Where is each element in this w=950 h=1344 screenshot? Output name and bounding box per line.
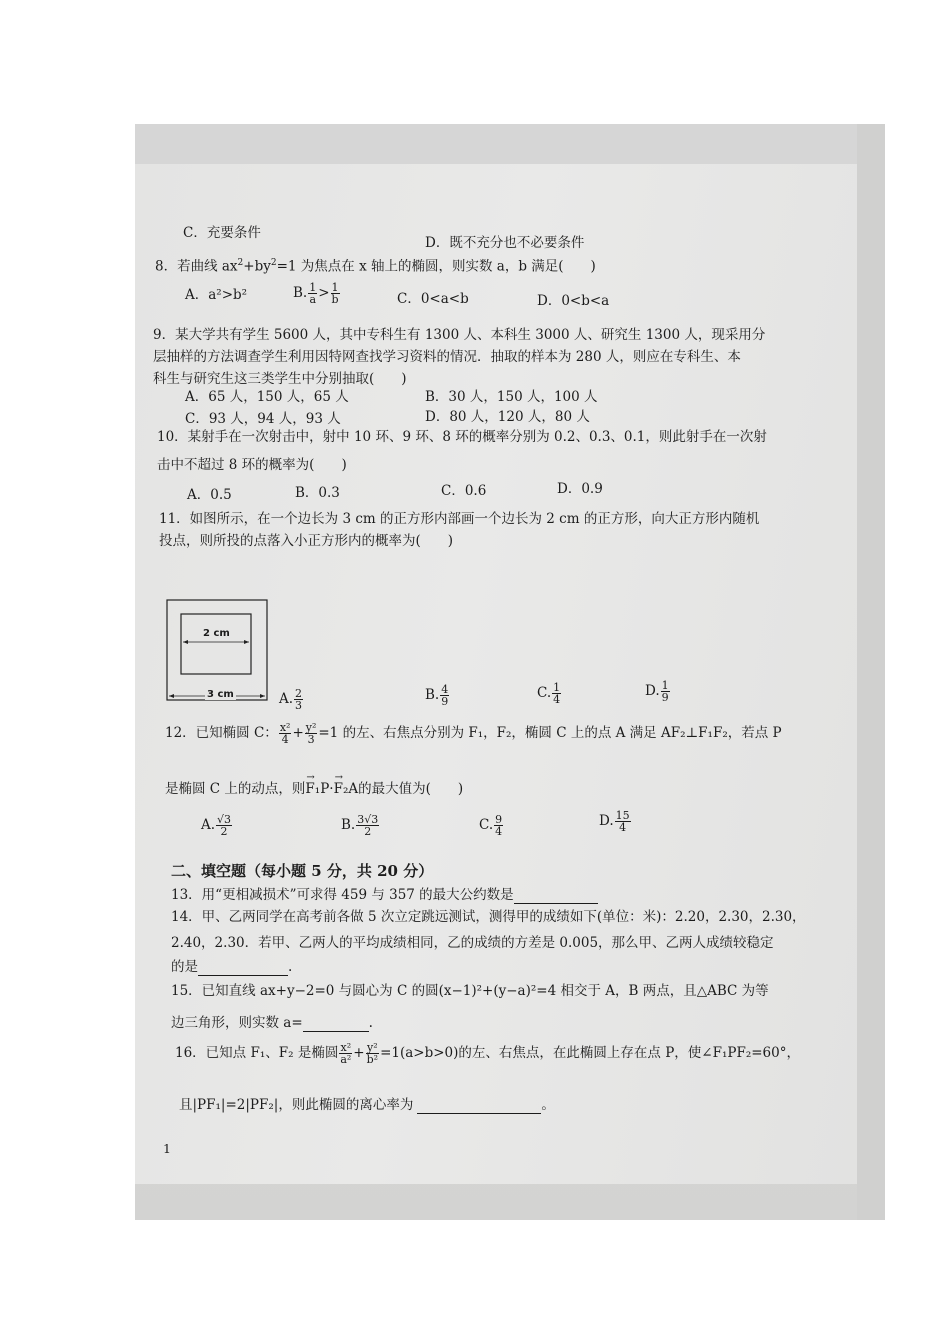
q9-line2: 层抽样的方法调查学生利用因特网查找学习资料的情况．抽取的样本为 280 人，则应在专科生、本	[153, 349, 741, 365]
q8-option-d: D．0<b<a	[537, 293, 610, 309]
photo-background	[135, 124, 885, 1220]
q10-line2: 击中不超过 8 环的概率为( )	[157, 457, 347, 473]
q8-option-c: C．0<a<b	[397, 291, 469, 307]
section-2-title: 二、填空题（每小题 5 分，共 20 分）	[171, 862, 434, 880]
exam-page	[135, 164, 857, 1184]
q9-option-a: A．65 人，150 人，65 人	[185, 389, 349, 405]
q16-answer-blank[interactable]	[417, 1099, 541, 1114]
q16-line2: 且|PF₁|=2|PF₂|，则此椭圆的离心率为 。	[179, 1097, 555, 1113]
q11-line2: 投点，则所投的点落入小正方形内的概率为( )	[159, 533, 454, 549]
q12-line1: 12．已知椭圆 C： $\frac{\text{x²}}{4}$ + $\frac{\text{y²}}{3}$ =1 的左、右焦点分别为 F₁，F₂，椭圆 C 上的点 A 满足 AF₂⊥F₁F₂，若点 P	[165, 721, 782, 746]
q15-line1: 15．已知直线 ax+y−2=0 与圆心为 C 的圆(x−1)²+(y−a)²=4 相交于 A，B 两点，且△ABC 为等	[171, 983, 769, 999]
q12-option-d: D. $\frac{15}{4}$	[599, 809, 630, 834]
q11-line1: 11．如图所示，在一个边长为 3 cm 的正方形内部画一个边长为 2 cm 的正方形，向大正方形内随机	[159, 511, 760, 527]
q9-option-b: B．30 人，150 人，100 人	[425, 389, 598, 405]
q10-option-a: A．0.5	[187, 487, 232, 503]
q15-answer-blank[interactable]	[303, 1017, 369, 1032]
page-number: 1	[163, 1141, 171, 1156]
q9-line3: 科生与研究生这三类学生中分别抽取( )	[153, 371, 407, 387]
inner-size-label: 2 cm	[203, 628, 230, 639]
q14-answer-blank[interactable]	[198, 961, 288, 976]
q15-line2: 边三角形，则实数 a= .	[171, 1015, 373, 1031]
q11-option-b: B. $\frac{4}{9}$	[425, 683, 449, 708]
q12-option-a: A. $\frac{√3}{2}$	[201, 813, 232, 838]
square-figure	[165, 598, 275, 706]
q10-option-d: D．0.9	[557, 481, 603, 497]
inner-square	[181, 614, 251, 674]
q12-option-c: C. $\frac{9}{4}$	[479, 813, 503, 838]
q8-option-b: B. $\frac{1}{a}$ > $\frac{1}{b}$	[293, 281, 339, 306]
q10-option-b: B．0.3	[295, 485, 340, 501]
q16-line1: 16．已知点 F₁、F₂ 是椭圆 $\frac{\text{x²}}{\text{a²}}$ + $\frac{\text{y²}}{\text{b²}}$ =1(a>b>0)的左、右焦点，在此椭圆上存在点 P，使∠F₁PF₂=60°，	[175, 1041, 800, 1066]
q10-option-c: C．0.6	[441, 483, 487, 499]
q11-option-a: A. $\frac{2}{3}$	[279, 687, 303, 712]
q11-option-c: C. $\frac{1}{4}$	[537, 681, 561, 706]
q10-line1: 10．某射手在一次射击中，射中 10 环、9 环、8 环的概率分别为 0.2、0.3、0.1，则此射手在一次射	[157, 429, 767, 445]
q8-option-a: A．a²>b²	[185, 287, 248, 303]
q14-line1: 14．甲、乙两同学在高考前各做 5 次立定跳远测试，测得甲的成绩如下(单位：米)：2.20，2.30，2.30，	[171, 909, 806, 925]
q12-line2: 是椭圆 C 上的动点，则→ F₁P·→ F₂A的最大值为( )	[165, 780, 463, 798]
q9-option-c: C．93 人，94 人，93 人	[185, 411, 341, 427]
q12-option-b: B. $\frac{3√3}{2}$	[341, 813, 379, 838]
q9-line1: 9．某大学共有学生 5600 人，其中专科生有 1300 人、本科生 3000 人、研究生 1300 人，现采用分	[153, 327, 766, 343]
paper-edge-shadow	[857, 124, 885, 1220]
q9-option-d: D．80 人，120 人，80 人	[425, 409, 590, 425]
q14-line3: 的是 .	[171, 959, 293, 975]
q11-option-d: D. $\frac{1}{9}$	[645, 679, 669, 704]
q14-line2: 2.40，2.30．若甲、乙两人的平均成绩相同，乙的成绩的方差是 0.005，那么甲、乙两人成绩较稳定	[171, 935, 774, 951]
prev-option-c: C．充要条件	[183, 225, 261, 241]
outer-square	[167, 600, 267, 700]
q13-answer-blank[interactable]	[514, 889, 598, 904]
q13-text: 13．用“更相减损术”可求得 459 与 357 的最大公约数是	[171, 886, 598, 904]
outer-size-label: 3 cm	[207, 689, 234, 700]
q8-stem: 8．若曲线 $ax^2+by^2=1$ 为焦点在 x 轴上的椭圆，则实数 a，b 满足( )	[155, 258, 596, 275]
prev-option-d: D．既不充分也不必要条件	[425, 235, 585, 251]
